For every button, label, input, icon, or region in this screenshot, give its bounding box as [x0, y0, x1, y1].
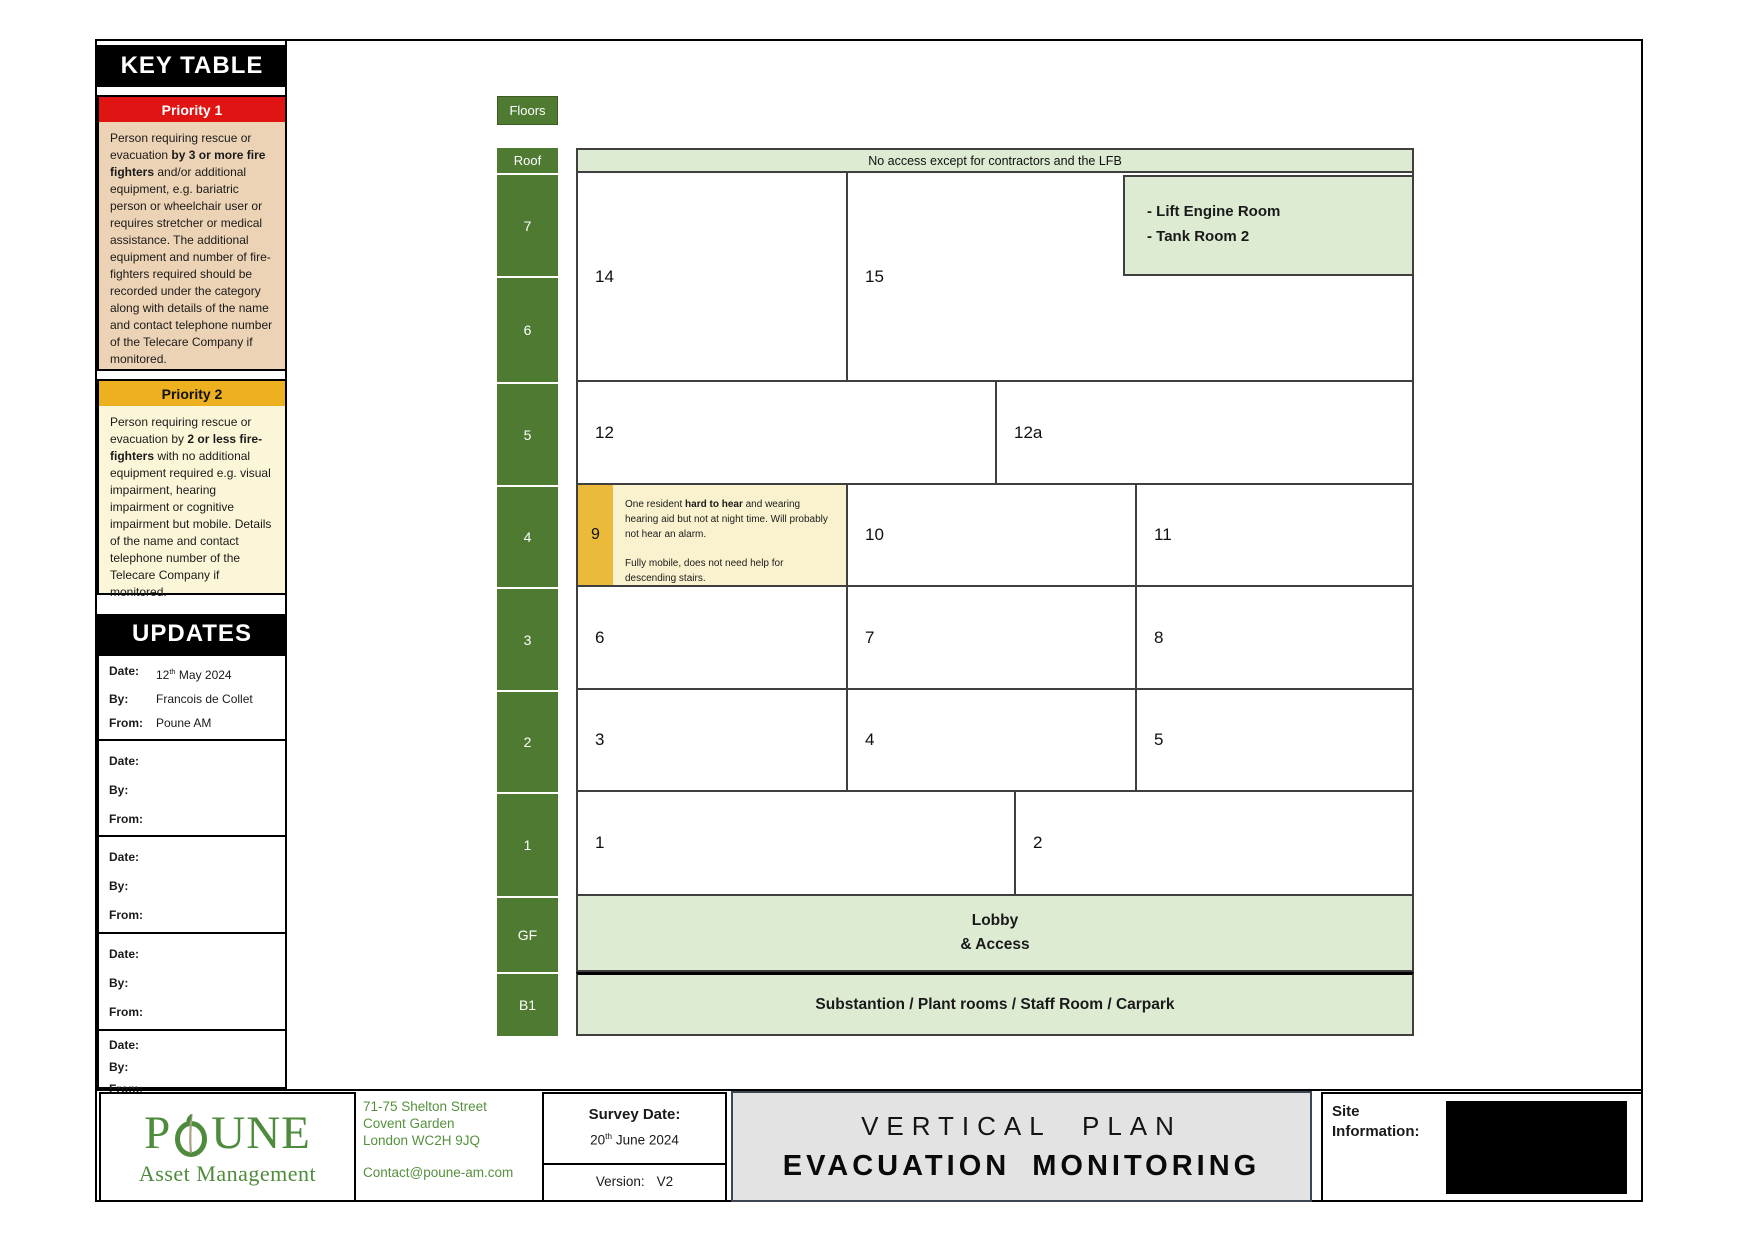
version-label: Version: — [595, 1174, 645, 1189]
flat-9-note-paragraph-2: Fully mobile, does not need help for descending stairs. — [625, 558, 784, 584]
floor-2-row — [576, 690, 1414, 792]
gf-line-2: & Access — [960, 936, 1030, 953]
flat-11-cell: 11 — [1154, 525, 1172, 544]
floor-label-roof: Roof — [497, 148, 558, 173]
date-value: 12th May 2024 — [156, 667, 232, 682]
company-logo — [99, 1092, 356, 1202]
floor-1-row — [576, 792, 1414, 896]
flat-15-cell: 15 — [865, 266, 884, 286]
date-label: Date: — [109, 947, 140, 961]
priority1-header: Priority 1 — [99, 97, 285, 122]
version-value: V2 — [656, 1174, 674, 1189]
update-date-row — [109, 665, 285, 682]
date-label: Date: — [109, 754, 140, 768]
flat-3-cell: 3 — [578, 690, 848, 790]
floor-label-6: 6 — [497, 276, 558, 382]
survey-date-value: 20th June 2024 — [590, 1131, 679, 1148]
floor-label-4: 4 — [497, 485, 558, 587]
update-entry-3 — [97, 835, 287, 934]
title-line-2: EVACUATION MONITORING — [782, 1149, 1261, 1182]
from-label: From: — [109, 1005, 143, 1019]
update-entry-5 — [97, 1029, 287, 1089]
floor-label-3: 3 — [497, 587, 558, 690]
by-label: By: — [109, 879, 129, 893]
survey-date-label: Survey Date: — [588, 1106, 681, 1123]
by-label: By: — [109, 976, 129, 990]
survey-date-cell — [544, 1094, 725, 1165]
leaf-o-icon — [173, 1108, 209, 1158]
floors-column — [497, 148, 558, 1036]
by-value: Francois de Collet — [156, 692, 253, 706]
title-line-1: VERTICAL PLAN — [861, 1110, 1182, 1141]
plan-grid — [576, 148, 1414, 1036]
flat-10-cell: 10 — [848, 485, 1137, 585]
updates-title: UPDATES — [97, 614, 287, 654]
priority2-section — [97, 379, 287, 599]
site-information-redaction — [1446, 1101, 1627, 1194]
site-information-box — [1321, 1092, 1643, 1202]
priority1-description: Person requiring rescue or evacuation by 3 or more fire fighters and/or additional equipment, e.g. bariatric person or wheelchair user or requires stretcher or medical assistance. The additional equipment and number of fire-fighters required should be recorded under the category along with details of the name and contact telephone number of the Telecare Company if monitored. — [99, 122, 285, 369]
floor-label-5: 5 — [497, 382, 558, 485]
document-frame — [95, 39, 1643, 1202]
company-address — [363, 1098, 533, 1181]
update-by-row — [109, 693, 285, 706]
roof-access-banner — [576, 148, 1414, 173]
update-entry-2 — [97, 739, 287, 837]
flat-1-cell: 1 — [578, 792, 1016, 894]
document-title-box — [731, 1091, 1312, 1202]
flat-2-cell: 2 — [1033, 833, 1043, 852]
roof-info-box — [1123, 175, 1414, 276]
flat-8-cell: 8 — [1154, 627, 1164, 647]
priority2-header: Priority 2 — [99, 381, 285, 406]
date-label: Date: — [109, 1038, 140, 1052]
update-entry-4 — [97, 932, 287, 1031]
date-label: Date: — [109, 850, 140, 864]
roof-info-line-2: - Tank Room 2 — [1147, 228, 1250, 245]
floor-label-b1: B1 — [497, 972, 558, 1036]
basement-text: Substantion / Plant rooms / Staff Room / Carpark — [815, 995, 1175, 1013]
version-cell — [544, 1165, 725, 1198]
floor-label-7: 7 — [497, 173, 558, 276]
flat-14-cell: 14 — [578, 173, 848, 380]
gf-line-1: Lobby — [971, 912, 1019, 929]
by-label: By: — [109, 692, 129, 706]
survey-info-box — [542, 1092, 727, 1202]
address-line-3: London WC2H 9JQ — [363, 1133, 481, 1148]
logo-text-p: P — [144, 1106, 172, 1159]
roof-info-line-1: - Lift Engine Room — [1147, 203, 1281, 220]
ground-floor-row — [576, 896, 1414, 972]
floor-label-1: 1 — [497, 792, 558, 896]
logo-text-une: UNE — [211, 1106, 311, 1159]
floor-4-row — [576, 485, 1414, 587]
update-from-row — [109, 717, 285, 730]
flat-9-cell: 9 — [578, 485, 613, 585]
floors-header: Floors — [497, 96, 558, 125]
flat-12-cell: 12 — [578, 382, 997, 483]
floor-5-row — [576, 382, 1414, 485]
floor-label-2: 2 — [497, 690, 558, 792]
flat-5-cell: 5 — [1154, 730, 1164, 749]
flat-9-note — [613, 485, 848, 585]
floor-label-gf: GF — [497, 896, 558, 972]
flat-4-cell: 4 — [848, 690, 1137, 790]
from-label: From: — [109, 716, 143, 730]
floor-3-row — [576, 587, 1414, 690]
flat-7-cell: 7 — [848, 587, 1137, 688]
address-line-1: 71-75 Shelton Street — [363, 1099, 487, 1114]
from-label: From: — [109, 908, 143, 922]
roof-access-text: No access except for contractors and the LFB — [868, 153, 1122, 168]
logo-wordmark — [144, 1108, 311, 1158]
update-entry-1 — [97, 654, 287, 741]
date-label: Date: — [109, 664, 140, 678]
flat-9-note-paragraph-1: One resident hard to hear and wearing hearing aid but not at night time. Will probably not hear an alarm. — [625, 499, 828, 540]
site-information-label: Site Information: — [1332, 1103, 1420, 1140]
basement-row — [576, 972, 1414, 1036]
flat-6-cell: 6 — [578, 587, 848, 688]
key-table-title: KEY TABLE — [97, 45, 287, 87]
priority1-section — [97, 95, 287, 371]
from-value: Poune AM — [156, 716, 212, 730]
from-label: From: — [109, 812, 143, 826]
by-label: By: — [109, 1060, 129, 1074]
priority2-description: Person requiring rescue or evacuation by 2 or less fire-fighters with no additional equipment required e.g. visual impairment, hearing impairment or cognitive impairment but mobile. Details of the name and contact telephone number of the Telecare Company if monitored. — [99, 406, 285, 593]
address-line-2: Covent Garden — [363, 1116, 455, 1131]
contact-email: Contact@poune-am.com — [363, 1165, 514, 1180]
flat-12a-cell: 12a — [1014, 422, 1043, 442]
by-label: By: — [109, 783, 129, 797]
logo-subtitle: Asset Management — [138, 1160, 317, 1186]
